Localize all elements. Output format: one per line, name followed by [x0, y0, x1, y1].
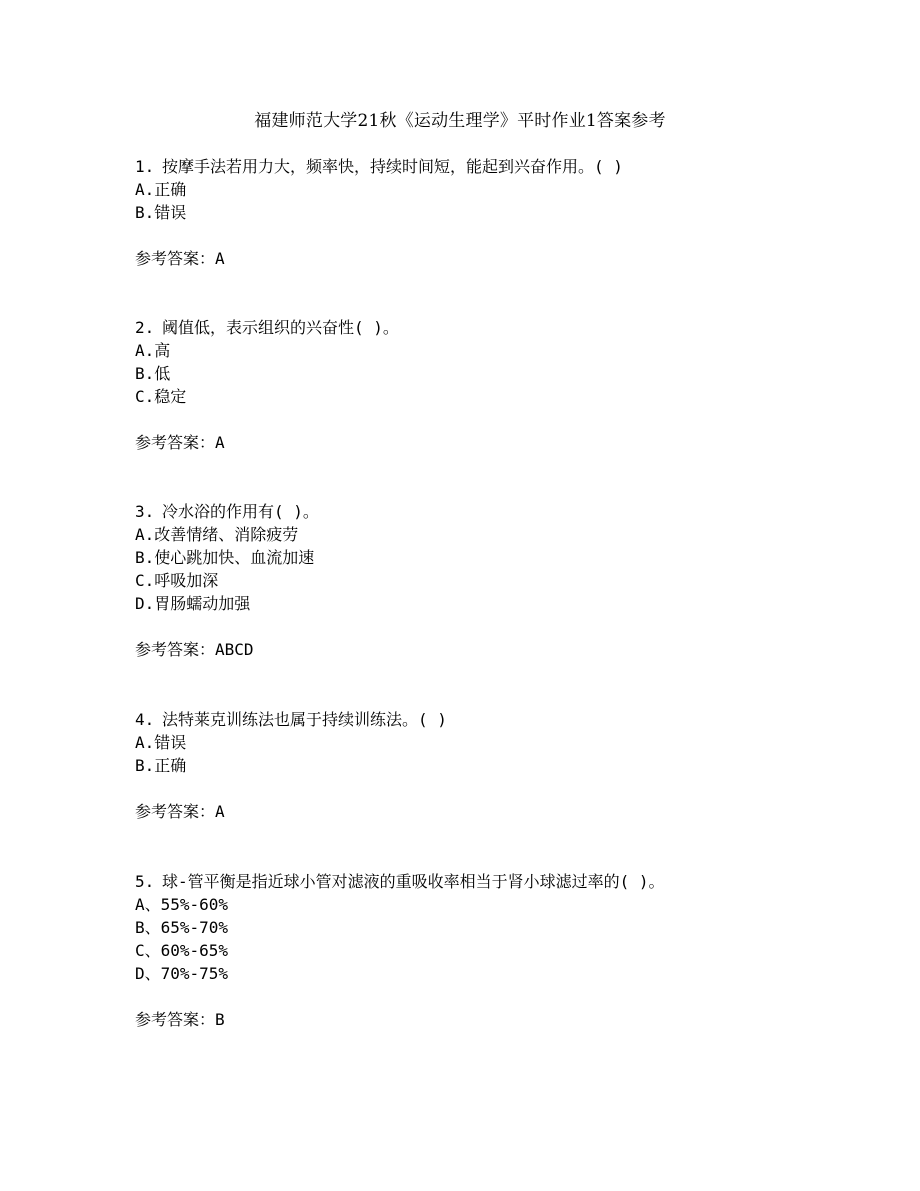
question-5 [135, 870, 835, 1031]
answer-label: 参考答案： [135, 249, 216, 268]
question-number: 1. [135, 157, 155, 176]
question-text: 冷水浴的作用有( )。 [162, 502, 319, 521]
question-stem [135, 155, 835, 178]
option-a: A、55%-60% [135, 895, 229, 914]
question-number: 3. [135, 502, 155, 521]
answer-label: 参考答案： [135, 433, 216, 452]
option-c: C.呼吸加深 [135, 571, 219, 590]
answer-label: 参考答案： [135, 640, 216, 659]
option-d: D.胃肠蠕动加强 [135, 594, 251, 613]
question-text: 按摩手法若用力大，频率快，持续时间短，能起到兴奋作用。( ) [162, 157, 623, 176]
option-a: A.改善情绪、消除疲劳 [135, 525, 299, 544]
option-a: A.正确 [135, 180, 187, 199]
reference-answer [135, 431, 835, 454]
option-b: B.使心跳加快、血流加速 [135, 548, 315, 567]
option-d: D、70%-75% [135, 964, 229, 983]
question-number: 2. [135, 318, 155, 337]
question-3 [135, 500, 835, 661]
option-b: B.低 [135, 364, 171, 383]
question-text: 球-管平衡是指近球小管对滤液的重吸收率相当于肾小球滤过率的( )。 [162, 872, 665, 891]
option-b: B.正确 [135, 756, 187, 775]
question-stem [135, 870, 835, 893]
question-text: 阈值低，表示组织的兴奋性( )。 [162, 318, 399, 337]
option-c: C、60%-65% [135, 941, 229, 960]
option-c: C.稳定 [135, 387, 187, 406]
question-number: 4. [135, 710, 155, 729]
reference-answer [135, 800, 835, 823]
answer-value: B [215, 1010, 225, 1029]
question-stem [135, 316, 835, 339]
question-stem [135, 500, 835, 523]
answer-label: 参考答案： [135, 802, 216, 821]
option-b: B.错误 [135, 203, 187, 222]
question-4 [135, 708, 835, 823]
reference-answer [135, 1008, 835, 1031]
option-a: A.高 [135, 341, 171, 360]
reference-answer [135, 638, 835, 661]
question-stem [135, 708, 835, 731]
answer-value: A [215, 249, 225, 268]
question-number: 5. [135, 872, 155, 891]
document-title: 福建师范大学21秋《运动生理学》平时作业1答案参考 [254, 111, 666, 131]
answer-label: 参考答案： [135, 1010, 216, 1029]
option-a: A.错误 [135, 733, 187, 752]
question-2 [135, 316, 835, 454]
answer-value: A [215, 802, 225, 821]
question-1 [135, 155, 835, 270]
question-text: 法特莱克训练法也属于持续训练法。( ) [162, 710, 447, 729]
reference-answer [135, 247, 835, 270]
answer-value: ABCD [215, 640, 254, 659]
option-b: B、65%-70% [135, 918, 229, 937]
answer-value: A [215, 433, 225, 452]
